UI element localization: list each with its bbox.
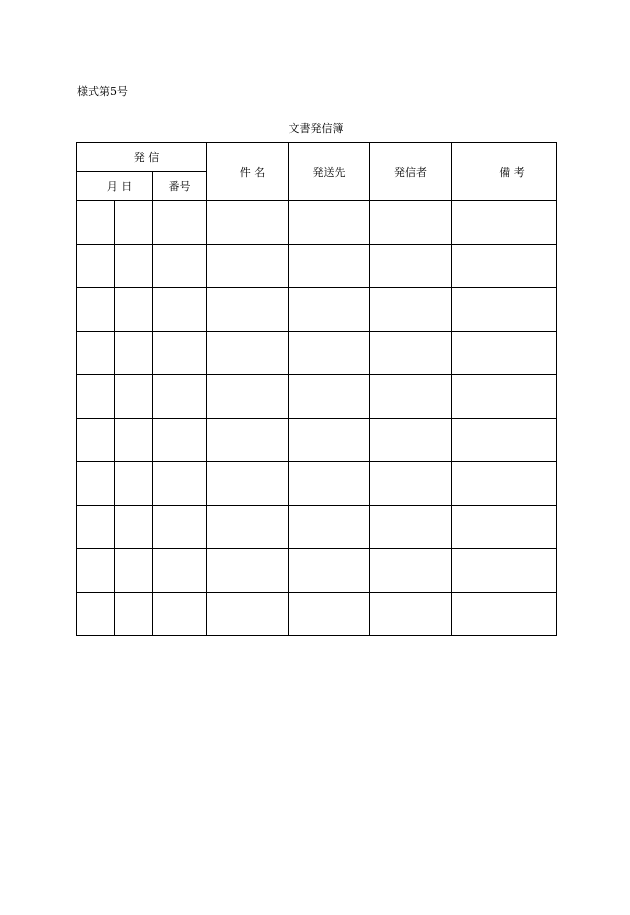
cell-month[interactable]: [77, 505, 115, 549]
table-row: [77, 201, 557, 245]
cell-remarks[interactable]: [452, 331, 557, 375]
cell-destination[interactable]: [289, 331, 370, 375]
cell-month[interactable]: [77, 288, 115, 332]
table-row: [77, 288, 557, 332]
cell-sender[interactable]: [370, 331, 452, 375]
table-row: [77, 418, 557, 462]
cell-sender[interactable]: [370, 418, 452, 462]
cell-sender[interactable]: [370, 288, 452, 332]
cell-subject[interactable]: [207, 244, 289, 288]
cell-destination[interactable]: [289, 549, 370, 593]
cell-remarks[interactable]: [452, 201, 557, 245]
cell-sender[interactable]: [370, 244, 452, 288]
cell-day[interactable]: [115, 375, 153, 419]
header-number: 番号: [153, 172, 207, 201]
cell-number[interactable]: [153, 331, 207, 375]
table-row: [77, 505, 557, 549]
table-row: [77, 549, 557, 593]
cell-destination[interactable]: [289, 244, 370, 288]
cell-subject[interactable]: [207, 331, 289, 375]
table-row: [77, 462, 557, 506]
cell-number[interactable]: [153, 592, 207, 636]
cell-sender[interactable]: [370, 505, 452, 549]
cell-remarks[interactable]: [452, 288, 557, 332]
cell-remarks[interactable]: [452, 418, 557, 462]
header-destination: 発送先: [289, 143, 370, 201]
cell-day[interactable]: [115, 592, 153, 636]
header-row-top: [77, 143, 557, 172]
cell-remarks[interactable]: [452, 505, 557, 549]
cell-month[interactable]: [77, 549, 115, 593]
cell-subject[interactable]: [207, 549, 289, 593]
cell-month[interactable]: [77, 201, 115, 245]
cell-sender[interactable]: [370, 549, 452, 593]
cell-number[interactable]: [153, 505, 207, 549]
cell-remarks[interactable]: [452, 244, 557, 288]
cell-number[interactable]: [153, 201, 207, 245]
cell-month[interactable]: [77, 375, 115, 419]
cell-number[interactable]: [153, 244, 207, 288]
cell-destination[interactable]: [289, 201, 370, 245]
cell-subject[interactable]: [207, 462, 289, 506]
cell-destination[interactable]: [289, 418, 370, 462]
table-row: [77, 244, 557, 288]
table-row: [77, 592, 557, 636]
cell-day[interactable]: [115, 505, 153, 549]
cell-subject[interactable]: [207, 201, 289, 245]
cell-destination[interactable]: [289, 462, 370, 506]
form-number: 様式第5号: [77, 85, 128, 98]
cell-number[interactable]: [153, 549, 207, 593]
cell-destination[interactable]: [289, 592, 370, 636]
header-sender: 発信者: [370, 143, 452, 201]
cell-remarks[interactable]: [452, 592, 557, 636]
cell-sender[interactable]: [370, 462, 452, 506]
cell-destination[interactable]: [289, 288, 370, 332]
cell-subject[interactable]: [207, 375, 289, 419]
cell-remarks[interactable]: [452, 549, 557, 593]
cell-subject[interactable]: [207, 592, 289, 636]
cell-month[interactable]: [77, 592, 115, 636]
header-dispatch-group: 発 信: [77, 143, 207, 172]
cell-destination[interactable]: [289, 375, 370, 419]
cell-number[interactable]: [153, 462, 207, 506]
cell-remarks[interactable]: [452, 462, 557, 506]
cell-day[interactable]: [115, 201, 153, 245]
cell-month[interactable]: [77, 244, 115, 288]
cell-sender[interactable]: [370, 375, 452, 419]
cell-day[interactable]: [115, 549, 153, 593]
cell-number[interactable]: [153, 288, 207, 332]
document-dispatch-register-table: [76, 142, 557, 636]
cell-day[interactable]: [115, 462, 153, 506]
cell-month[interactable]: [77, 462, 115, 506]
header-month-day: 月 日: [77, 172, 153, 201]
cell-sender[interactable]: [370, 201, 452, 245]
cell-remarks[interactable]: [452, 375, 557, 419]
cell-number[interactable]: [153, 375, 207, 419]
document-title: 文書発信簿: [288, 122, 344, 135]
cell-destination[interactable]: [289, 505, 370, 549]
cell-month[interactable]: [77, 331, 115, 375]
cell-day[interactable]: [115, 244, 153, 288]
cell-day[interactable]: [115, 288, 153, 332]
cell-day[interactable]: [115, 418, 153, 462]
cell-subject[interactable]: [207, 418, 289, 462]
cell-subject[interactable]: [207, 288, 289, 332]
header-subject: 件 名: [207, 143, 289, 201]
table-row: [77, 331, 557, 375]
cell-sender[interactable]: [370, 592, 452, 636]
cell-number[interactable]: [153, 418, 207, 462]
cell-day[interactable]: [115, 331, 153, 375]
table-row: [77, 375, 557, 419]
cell-subject[interactable]: [207, 505, 289, 549]
cell-month[interactable]: [77, 418, 115, 462]
header-remarks: 備 考: [452, 143, 557, 201]
